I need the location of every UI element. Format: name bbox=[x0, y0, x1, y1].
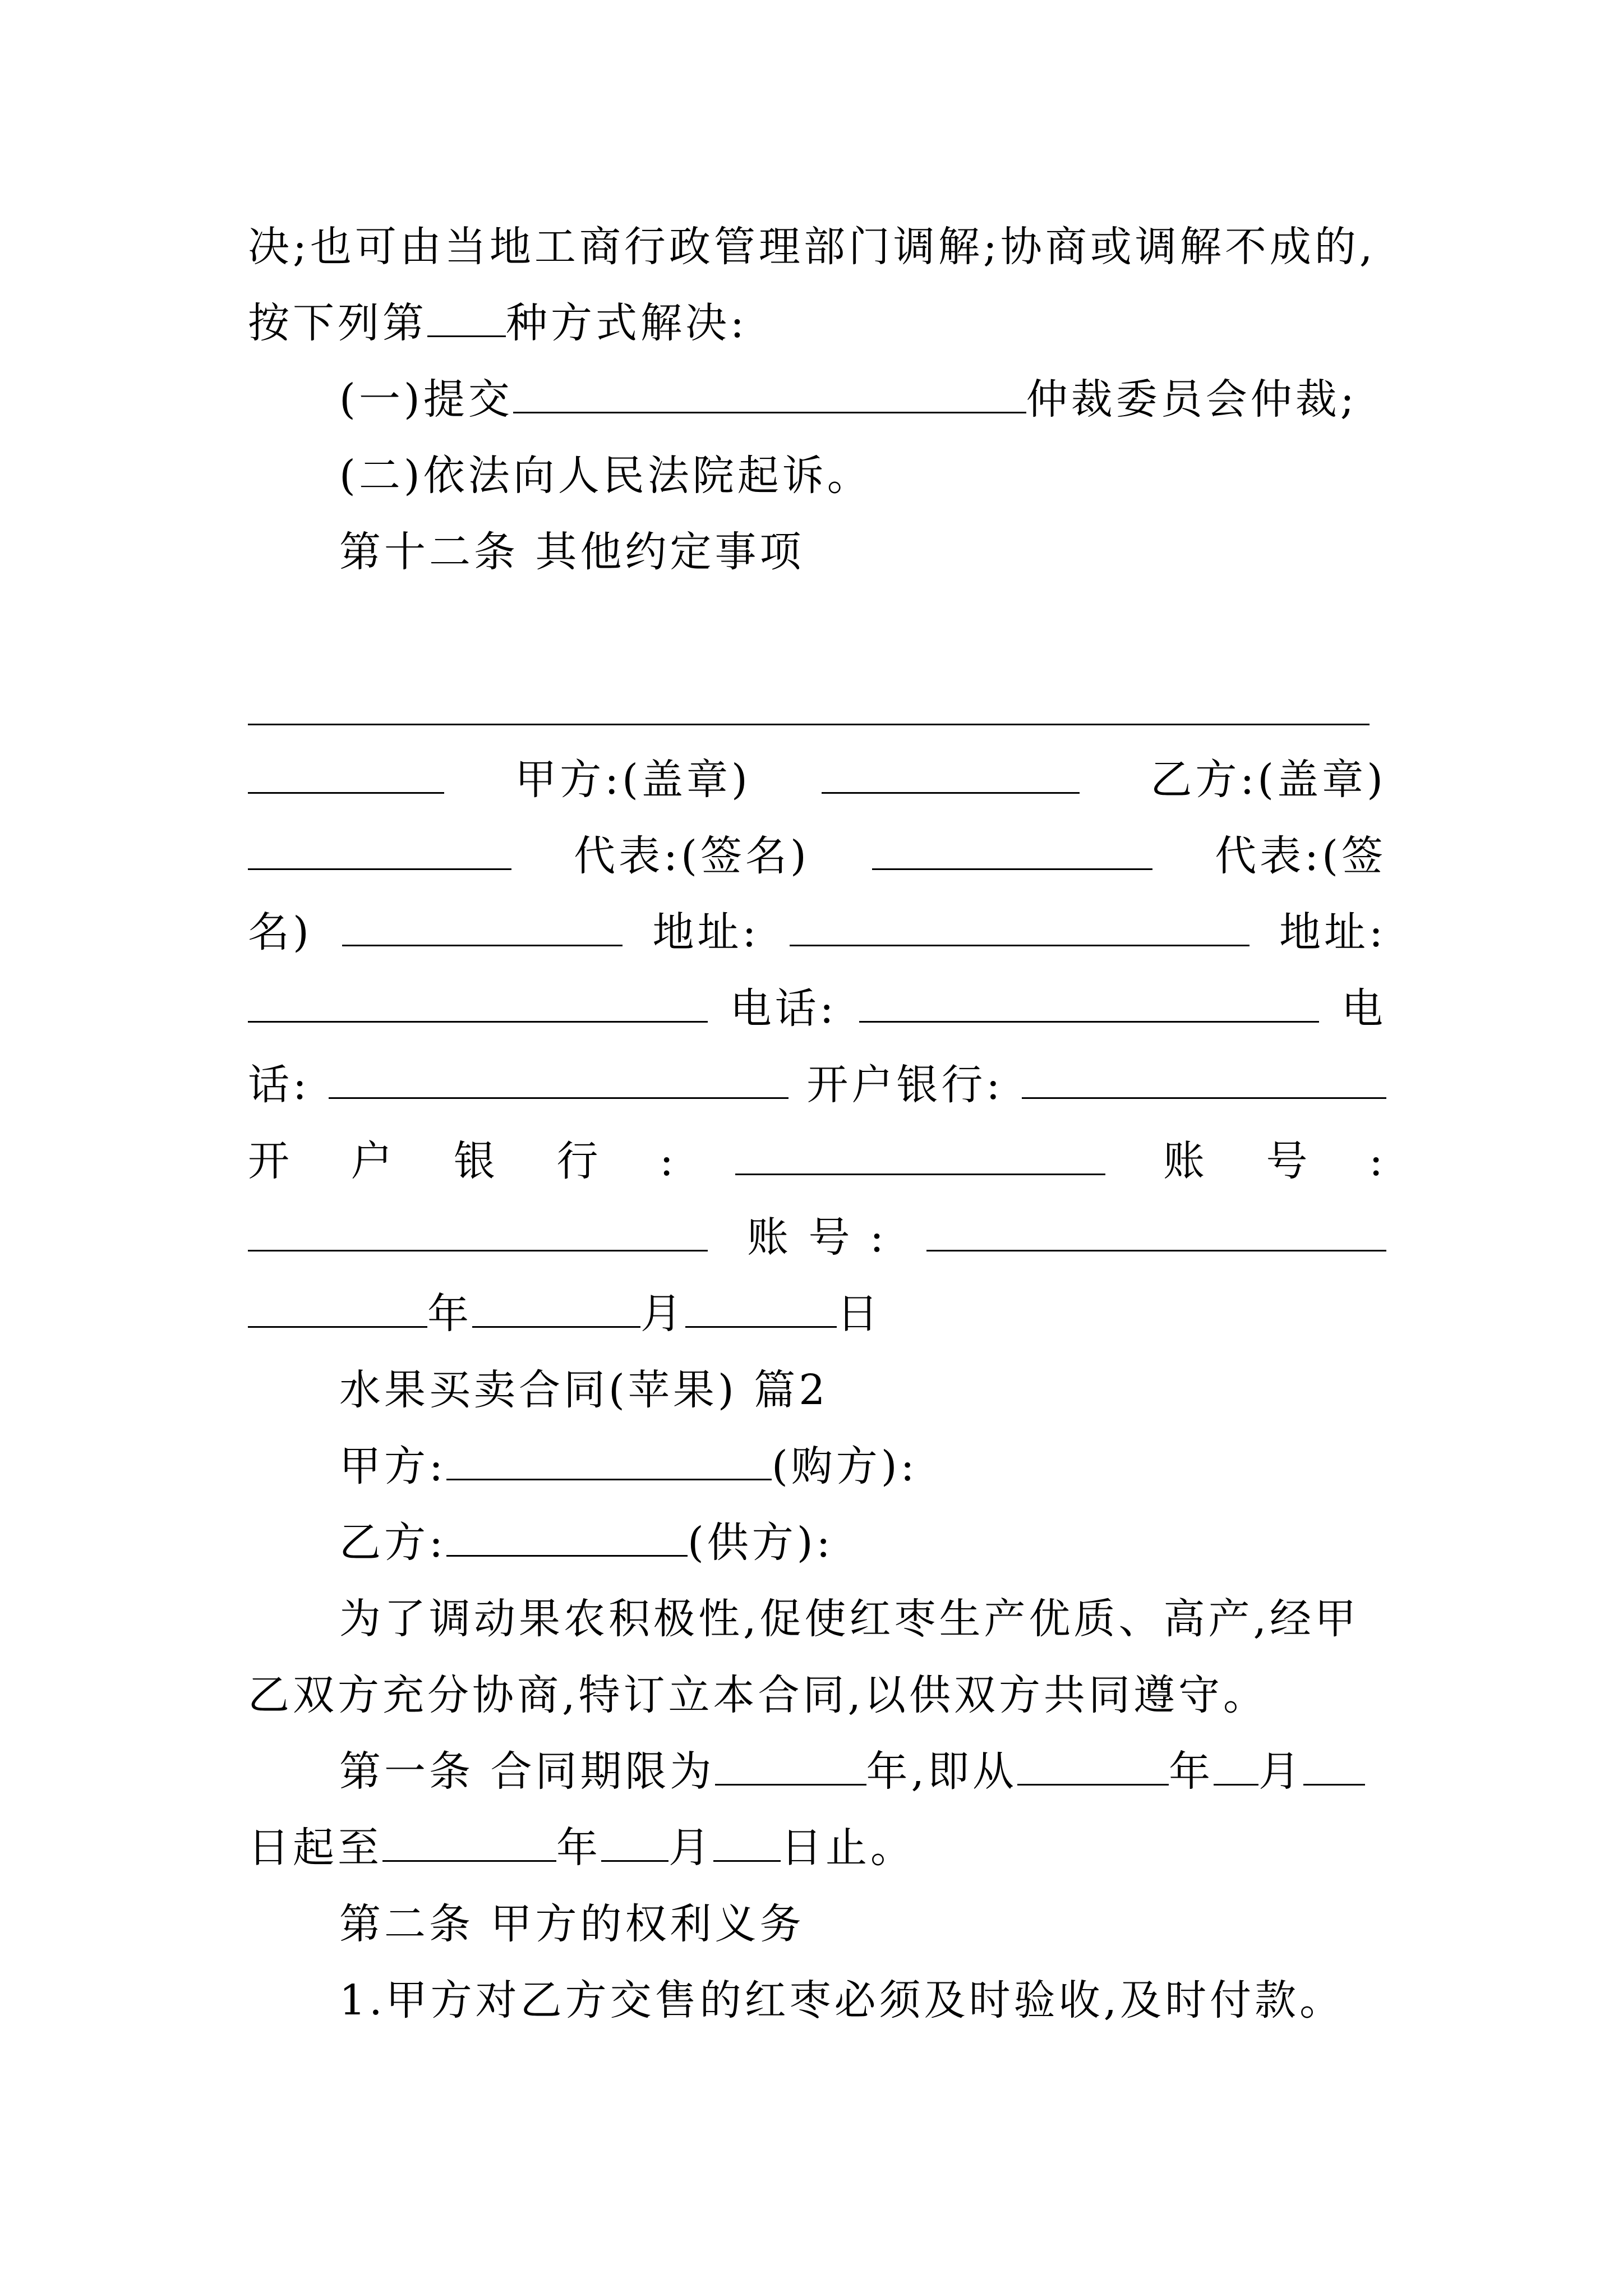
signature-line bbox=[248, 1133, 1386, 1189]
text: 银 bbox=[454, 1137, 499, 1185]
text: 仲裁委员会仲裁; bbox=[1026, 375, 1358, 424]
blank-line bbox=[1017, 1745, 1169, 1786]
party-a-line bbox=[339, 1438, 1386, 1494]
blank-line bbox=[248, 1287, 427, 1328]
section-title bbox=[339, 1362, 1386, 1418]
option-two bbox=[339, 448, 1386, 504]
blank-line bbox=[872, 829, 1152, 870]
blank-line bbox=[446, 1439, 772, 1480]
blank-line bbox=[685, 1287, 837, 1328]
blank-line bbox=[715, 1745, 866, 1786]
blank-line bbox=[248, 1211, 708, 1251]
text: 地址: bbox=[652, 908, 760, 956]
text: 号 bbox=[1266, 1137, 1311, 1185]
text: 话: bbox=[248, 1061, 310, 1109]
text: 户 bbox=[351, 1137, 396, 1185]
text: 甲方: bbox=[339, 1442, 446, 1490]
text: (二)依法向人民法院起诉。 bbox=[339, 452, 872, 500]
text: 甲方:(盖章) bbox=[515, 756, 751, 804]
text: (购方): bbox=[771, 1442, 918, 1490]
signature-line bbox=[248, 981, 1386, 1037]
text: 账 号 : bbox=[747, 1213, 887, 1262]
text: (供方): bbox=[687, 1519, 834, 1567]
article-12-heading bbox=[339, 524, 1386, 580]
signature-line bbox=[248, 752, 1386, 808]
blank-line bbox=[248, 982, 708, 1023]
text: 月 bbox=[640, 1290, 685, 1338]
text: 按下列第 bbox=[248, 299, 427, 347]
option-one bbox=[339, 371, 1386, 427]
text: : bbox=[660, 1137, 677, 1185]
text: 日起至 bbox=[248, 1824, 382, 1872]
blank-line bbox=[601, 1821, 668, 1862]
text: 乙方:(盖章) bbox=[1150, 756, 1386, 804]
text: 月 bbox=[668, 1824, 713, 1872]
signature-line bbox=[248, 904, 1386, 960]
text: 年,即从 bbox=[866, 1747, 1018, 1796]
article-1-line bbox=[248, 1820, 1386, 1876]
blank-line bbox=[472, 1287, 640, 1328]
text: 日 bbox=[837, 1290, 882, 1338]
text: 第二条 甲方的权利义务 bbox=[339, 1900, 805, 1948]
blank-line bbox=[926, 1211, 1386, 1251]
text: 为了调动果农积极性,促使红枣生产优质、高产,经甲 bbox=[339, 1595, 1360, 1643]
blank-line bbox=[1303, 1745, 1365, 1786]
text: 年 bbox=[556, 1824, 601, 1872]
text: 账 bbox=[1163, 1137, 1209, 1185]
text: 日止。 bbox=[781, 1824, 915, 1872]
blank-line bbox=[513, 372, 1026, 413]
text: 地址: bbox=[1279, 908, 1386, 956]
paragraph-line bbox=[339, 1591, 1386, 1647]
article-1-line bbox=[339, 1743, 1386, 1800]
blank-line bbox=[382, 1821, 556, 1862]
blank-line bbox=[735, 1134, 1105, 1175]
text: : bbox=[1369, 1137, 1386, 1185]
blank-line bbox=[859, 982, 1319, 1023]
paragraph-line bbox=[248, 295, 1386, 351]
paragraph-line bbox=[248, 1667, 1386, 1723]
text: 第十二条 其他约定事项 bbox=[339, 528, 805, 576]
text: 代表:(签名) bbox=[574, 832, 810, 880]
blank-line bbox=[822, 753, 1080, 794]
text: 年 bbox=[1169, 1747, 1214, 1796]
blank-line bbox=[329, 1058, 789, 1099]
text: 种方式解决: bbox=[506, 299, 748, 347]
paragraph-line bbox=[248, 219, 1386, 275]
blank-rule bbox=[248, 724, 1370, 725]
text: 名) bbox=[248, 908, 312, 956]
text: 月 bbox=[1258, 1747, 1304, 1796]
text: 行 bbox=[556, 1137, 602, 1185]
signature-line bbox=[248, 828, 1386, 884]
text: (一)提交 bbox=[339, 375, 513, 424]
text: 开 bbox=[248, 1137, 293, 1185]
blank-line bbox=[713, 1821, 781, 1862]
blank-line bbox=[342, 905, 623, 946]
text: 决;也可由当地工商行政管理部门调解;协商或调解不成的, bbox=[248, 223, 1376, 271]
text: 电话: bbox=[730, 984, 837, 1033]
blank-line bbox=[248, 829, 511, 870]
party-b-line bbox=[339, 1515, 1386, 1571]
text: 代表:(签 bbox=[1215, 832, 1386, 880]
article-2-item bbox=[339, 1972, 1386, 2028]
blank-line bbox=[790, 905, 1249, 946]
text: 1.甲方对乙方交售的红枣必须及时验收,及时付款。 bbox=[339, 1976, 1345, 2024]
text: 乙双方充分协商,特订立本合同,以供双方共同遵守。 bbox=[248, 1671, 1269, 1719]
blank-line bbox=[1022, 1058, 1386, 1099]
date-line bbox=[248, 1286, 1386, 1342]
text: 乙方: bbox=[339, 1519, 446, 1567]
article-2-heading bbox=[339, 1896, 1386, 1952]
text: 电 bbox=[1341, 984, 1386, 1033]
blank-line bbox=[427, 296, 506, 337]
text: 开户银行: bbox=[806, 1061, 1004, 1109]
blank-line bbox=[248, 753, 444, 794]
blank-line bbox=[446, 1516, 688, 1557]
signature-line bbox=[248, 1209, 1386, 1266]
text: 第一条 合同期限为 bbox=[339, 1747, 715, 1796]
blank-line bbox=[1214, 1745, 1258, 1786]
text: 年 bbox=[427, 1290, 472, 1338]
text: 水果买卖合同(苹果) 篇2 bbox=[339, 1366, 829, 1414]
signature-line bbox=[248, 1057, 1386, 1113]
